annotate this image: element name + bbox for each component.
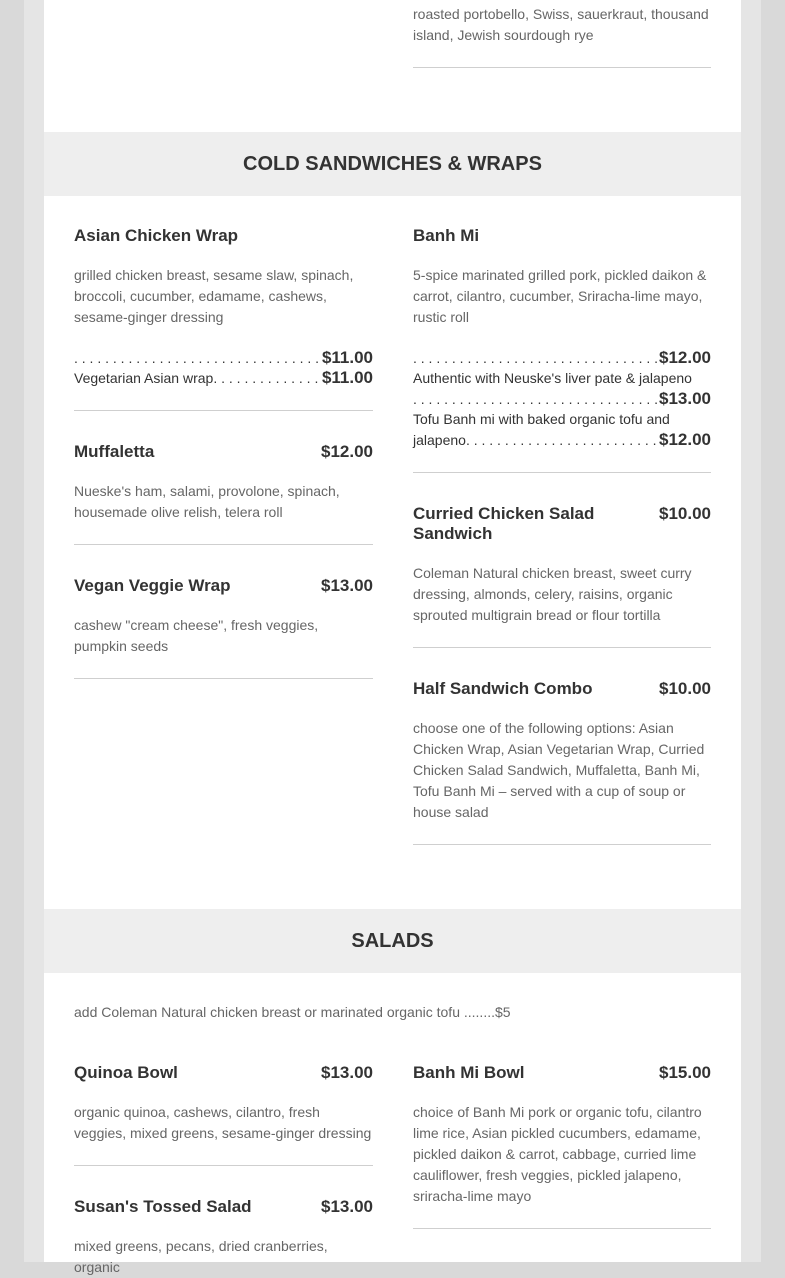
divider (74, 410, 373, 411)
item-name-banh-mi: Banh Mi (413, 226, 480, 245)
item-price-vegan-veggie-wrap: $13.00 (321, 576, 373, 595)
variant-label-authentic: Authentic with Neuske's liver pate & jalapeno (413, 370, 692, 386)
item-description-half-sandwich-combo: choose one of the following options: Asian Chicken Wrap, Asian Vegetarian Wrap, Curried Chicken Salad Sandwich, Muffaletta, Banh Mi, Tofu Banh Mi – served with a cup of soup or house salad (413, 720, 705, 820)
item-name-line2: Sandwich (413, 524, 493, 543)
divider (74, 678, 373, 679)
reuben-description: roasted portobello, Swiss, sauerkraut, thousand island, Jewish sourdough rye (413, 6, 709, 43)
variant-price: $13.00 (659, 389, 711, 408)
item-price-curried-chicken: $10.00 (659, 504, 711, 523)
variant-price: $11.00 (321, 368, 373, 387)
item-description-asian-chicken-wrap: grilled chicken breast, sesame slaw, spinach, broccoli, cucumber, edamame, cashews, sesame-ginger dressing (74, 267, 354, 325)
dot-leader (466, 430, 659, 450)
variant-label-tofu-cont: jalapeno (413, 432, 466, 448)
price-row-asian-chicken-wrap (74, 348, 373, 368)
divider (74, 1165, 373, 1166)
item-price-susans-tossed-salad: $13.00 (321, 1197, 373, 1216)
section-header-salads (44, 909, 741, 973)
item-name-curried-chicken (413, 504, 594, 544)
divider (413, 1228, 711, 1229)
dot-leader (74, 348, 322, 368)
item-description-banh-mi: 5-spice marinated grilled pork, pickled daikon & carrot, cilantro, cucumber, Sriracha-lime mayo, rustic roll (413, 267, 707, 325)
item-price-quinoa-bowl: $13.00 (321, 1063, 373, 1082)
item-description-muffaletta: Nueske's ham, salami, provolone, spinach, housemade olive relish, telera roll (74, 483, 340, 520)
variant-label-tofu: Tofu Banh mi with baked organic tofu and (413, 411, 670, 427)
divider (413, 844, 711, 845)
divider (413, 472, 711, 473)
item-name-line1: Curried Chicken Salad (413, 504, 595, 523)
item-name-quinoa-bowl: Quinoa Bowl (74, 1063, 178, 1082)
item-name-muffaletta: Muffaletta (74, 442, 155, 461)
price-row-tofu (413, 430, 711, 450)
item-name-asian-chicken-wrap: Asian Chicken Wrap (74, 226, 239, 245)
variant-label: Vegetarian Asian wrap (74, 370, 214, 386)
item-name-susans-tossed-salad: Susan's Tossed Salad (74, 1197, 252, 1216)
item-price-banh-mi-bowl: $15.00 (659, 1063, 711, 1082)
price-row-authentic (413, 389, 711, 409)
item-description-banh-mi-bowl: choice of Banh Mi pork or organic tofu, cilantro lime rice, Asian pickled cucumbers, edamame, pickled daikon & carrot, cabbage, curried lime cauliflower, fresh veggies, pickled jalapeno, sriracha-lime mayo (413, 1104, 702, 1204)
section-title: COLD SANDWICHES & WRAPS (243, 153, 542, 175)
item-price: $11.00 (321, 348, 373, 367)
price-row-vegetarian-asian-wrap (74, 368, 373, 388)
item-description-susans-tossed-salad: mixed greens, pecans, dried cranberries, organic (74, 1238, 328, 1275)
item-name-banh-mi-bowl: Banh Mi Bowl (413, 1063, 525, 1082)
item-price-half-sandwich-combo: $10.00 (659, 679, 711, 698)
item-price: $12.00 (659, 348, 711, 367)
divider (74, 544, 373, 545)
dot-leader (213, 368, 322, 388)
divider (413, 647, 711, 648)
item-description-vegan-veggie-wrap: cashew "cream cheese", fresh veggies, pumpkin seeds (74, 617, 319, 654)
item-name-vegan-veggie-wrap: Vegan Veggie Wrap (74, 576, 231, 595)
section-title: SALADS (351, 930, 434, 952)
item-name-half-sandwich-combo: Half Sandwich Combo (413, 679, 593, 698)
dot-leader (413, 389, 659, 409)
menu-sheet (44, 0, 741, 1275)
dot-leader (413, 348, 659, 368)
divider (413, 67, 711, 68)
price-row-banh-mi (413, 348, 711, 368)
item-price-muffaletta: $12.00 (321, 442, 373, 461)
item-description-quinoa-bowl: organic quinoa, cashews, cilantro, fresh veggies, mixed greens, sesame-ginger dressing (74, 1104, 372, 1141)
item-description-curried-chicken: Coleman Natural chicken breast, sweet curry dressing, almonds, celery, raisins, organic sprouted multigrain bread or flour tortilla (413, 565, 692, 623)
variant-price: $12.00 (659, 430, 711, 449)
section-header-cold-sandwiches (44, 132, 741, 196)
salads-add-protein-note: add Coleman Natural chicken breast or marinated organic tofu ........$5 (74, 1004, 511, 1020)
page-background (24, 0, 761, 1275)
